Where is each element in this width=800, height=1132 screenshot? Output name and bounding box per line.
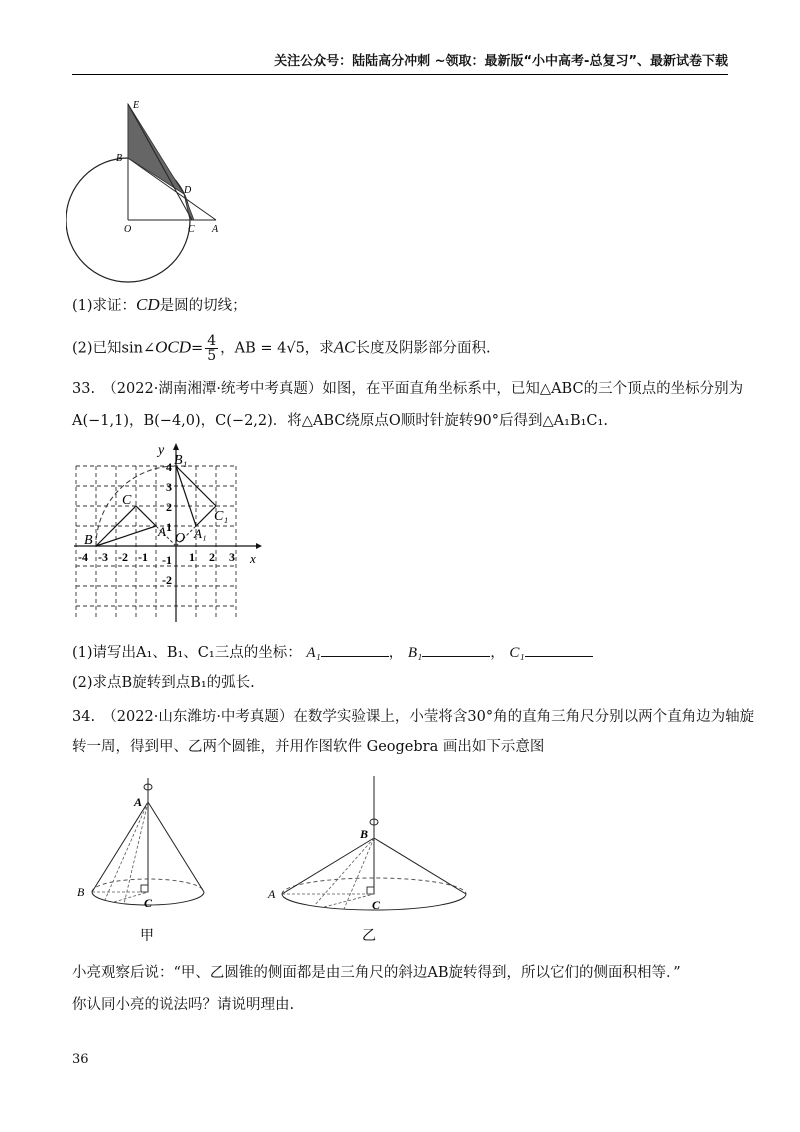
segment-ba <box>128 158 216 220</box>
x-tick-label: -3 <box>98 550 108 564</box>
y-tick-label: -2 <box>162 573 172 587</box>
x-tick-label: 2 <box>209 550 215 564</box>
origin-label: O <box>175 531 186 546</box>
y-tick-label: 4 <box>166 460 172 474</box>
q33-line2: A(−1,1)，B(−4,0)，C(−2,2)．将△ABC绕原点O顺时针旋转90°后得到△A₁B₁C₁. <box>72 413 608 429</box>
cone1-label-a: A <box>134 795 143 809</box>
cone2-label-b: B <box>360 827 369 841</box>
point-a-label: A <box>158 524 166 539</box>
answer-blank-c1[interactable] <box>525 642 593 657</box>
y-tick-label: -1 <box>162 553 172 567</box>
point-b1-label: B₁ <box>174 453 188 468</box>
cone-yi-figure <box>264 772 484 952</box>
label-c: C <box>188 224 195 235</box>
label-d: D <box>184 185 192 196</box>
point-c-label: C <box>122 493 132 508</box>
x-axis-arrow <box>256 543 262 549</box>
right-angle-mark <box>141 885 148 892</box>
cone-side-left <box>282 838 374 894</box>
y-tick-label: 2 <box>166 500 172 514</box>
q32-part2: (2)已知sin∠OCD= $\frac{4}{5}$ ，AB = 4√5，求AC长度及阴影部分面积. <box>72 333 491 364</box>
q34-line1: 34. （2022·山东潍坊·中考真题）在数学实验课上，小莹将含30°角的直角三角尺分别以两个直角边为轴旋 <box>72 709 755 725</box>
cone1-caption: 甲 <box>140 929 154 944</box>
q33-part1: (1)请写出A₁、B₁、C₁三点的坐标： A₁ ， B₁ ， C₁ <box>72 642 593 664</box>
coordinate-grid-figure <box>74 440 264 630</box>
x-tick-label: 3 <box>229 550 235 564</box>
x-tick-label: 1 <box>189 550 195 564</box>
label-a: A <box>212 224 219 235</box>
cone2-label-c: C <box>372 898 381 912</box>
answer-blank-a1[interactable] <box>321 642 389 657</box>
shaded-region-upper <box>128 104 184 194</box>
cone-side-right <box>374 838 466 894</box>
q34-line3: 小亮观察后说：“甲、乙圆锥的侧面都是由三角尺的斜边AB旋转得到，所以它们的侧面积相等．” <box>72 965 681 981</box>
point-c1-label: C₁ <box>214 509 229 524</box>
shaded-region-lower <box>184 194 194 220</box>
y-tick-label: 3 <box>166 480 172 494</box>
q34-line4: 你认同小亮的说法吗？请说明理由. <box>72 997 295 1013</box>
right-angle-mark <box>367 887 374 894</box>
cone2-label-a: A <box>268 887 276 901</box>
x-tick-label: -2 <box>118 550 128 564</box>
y-axis-label: y <box>158 443 165 458</box>
q33-line1: 33. （2022·湖南湘潭·统考中考真题）如图，在平面直角坐标系中，已知△ABC的三个顶点的坐标分别为 <box>72 381 744 397</box>
page-header: 关注公众号：陆陆高分冲刺 ~领取：最新版“小中高考-总复习”、最新试卷下载 <box>72 54 728 75</box>
x-tick-label: -4 <box>78 550 88 564</box>
cone1-label-c: C <box>144 896 153 910</box>
label-e: E <box>133 100 140 111</box>
dashed-grid <box>76 466 236 620</box>
y-tick-label: 1 <box>166 520 172 534</box>
point-a1-label: A₁ <box>194 526 207 541</box>
answer-blank-b1[interactable] <box>422 642 490 657</box>
x-tick-label: -1 <box>138 550 148 564</box>
page-number: 36 <box>72 1052 89 1067</box>
cone1-label-b: B <box>77 885 85 899</box>
cone2-caption: 乙 <box>362 929 376 944</box>
fraction-4-5: $\frac{4}{5}$ <box>207 333 217 364</box>
y-axis-arrow <box>173 443 179 450</box>
point-b-label: B <box>84 533 93 548</box>
cone-jia-figure <box>74 772 244 952</box>
q33-part2: (2)求点B旋转到点B₁的弧长. <box>72 675 255 691</box>
circle-tangent-figure <box>66 96 236 286</box>
label-o: O <box>124 224 132 235</box>
label-b: B <box>116 153 123 164</box>
x-axis-label: x <box>250 551 256 566</box>
q34-line2: 转一周，得到甲、乙两个圆锥，并用作图软件 Geogebra 画出如下示意图 <box>72 739 545 755</box>
q32-part1: (1)求证：CD是圆的切线； <box>72 295 247 314</box>
